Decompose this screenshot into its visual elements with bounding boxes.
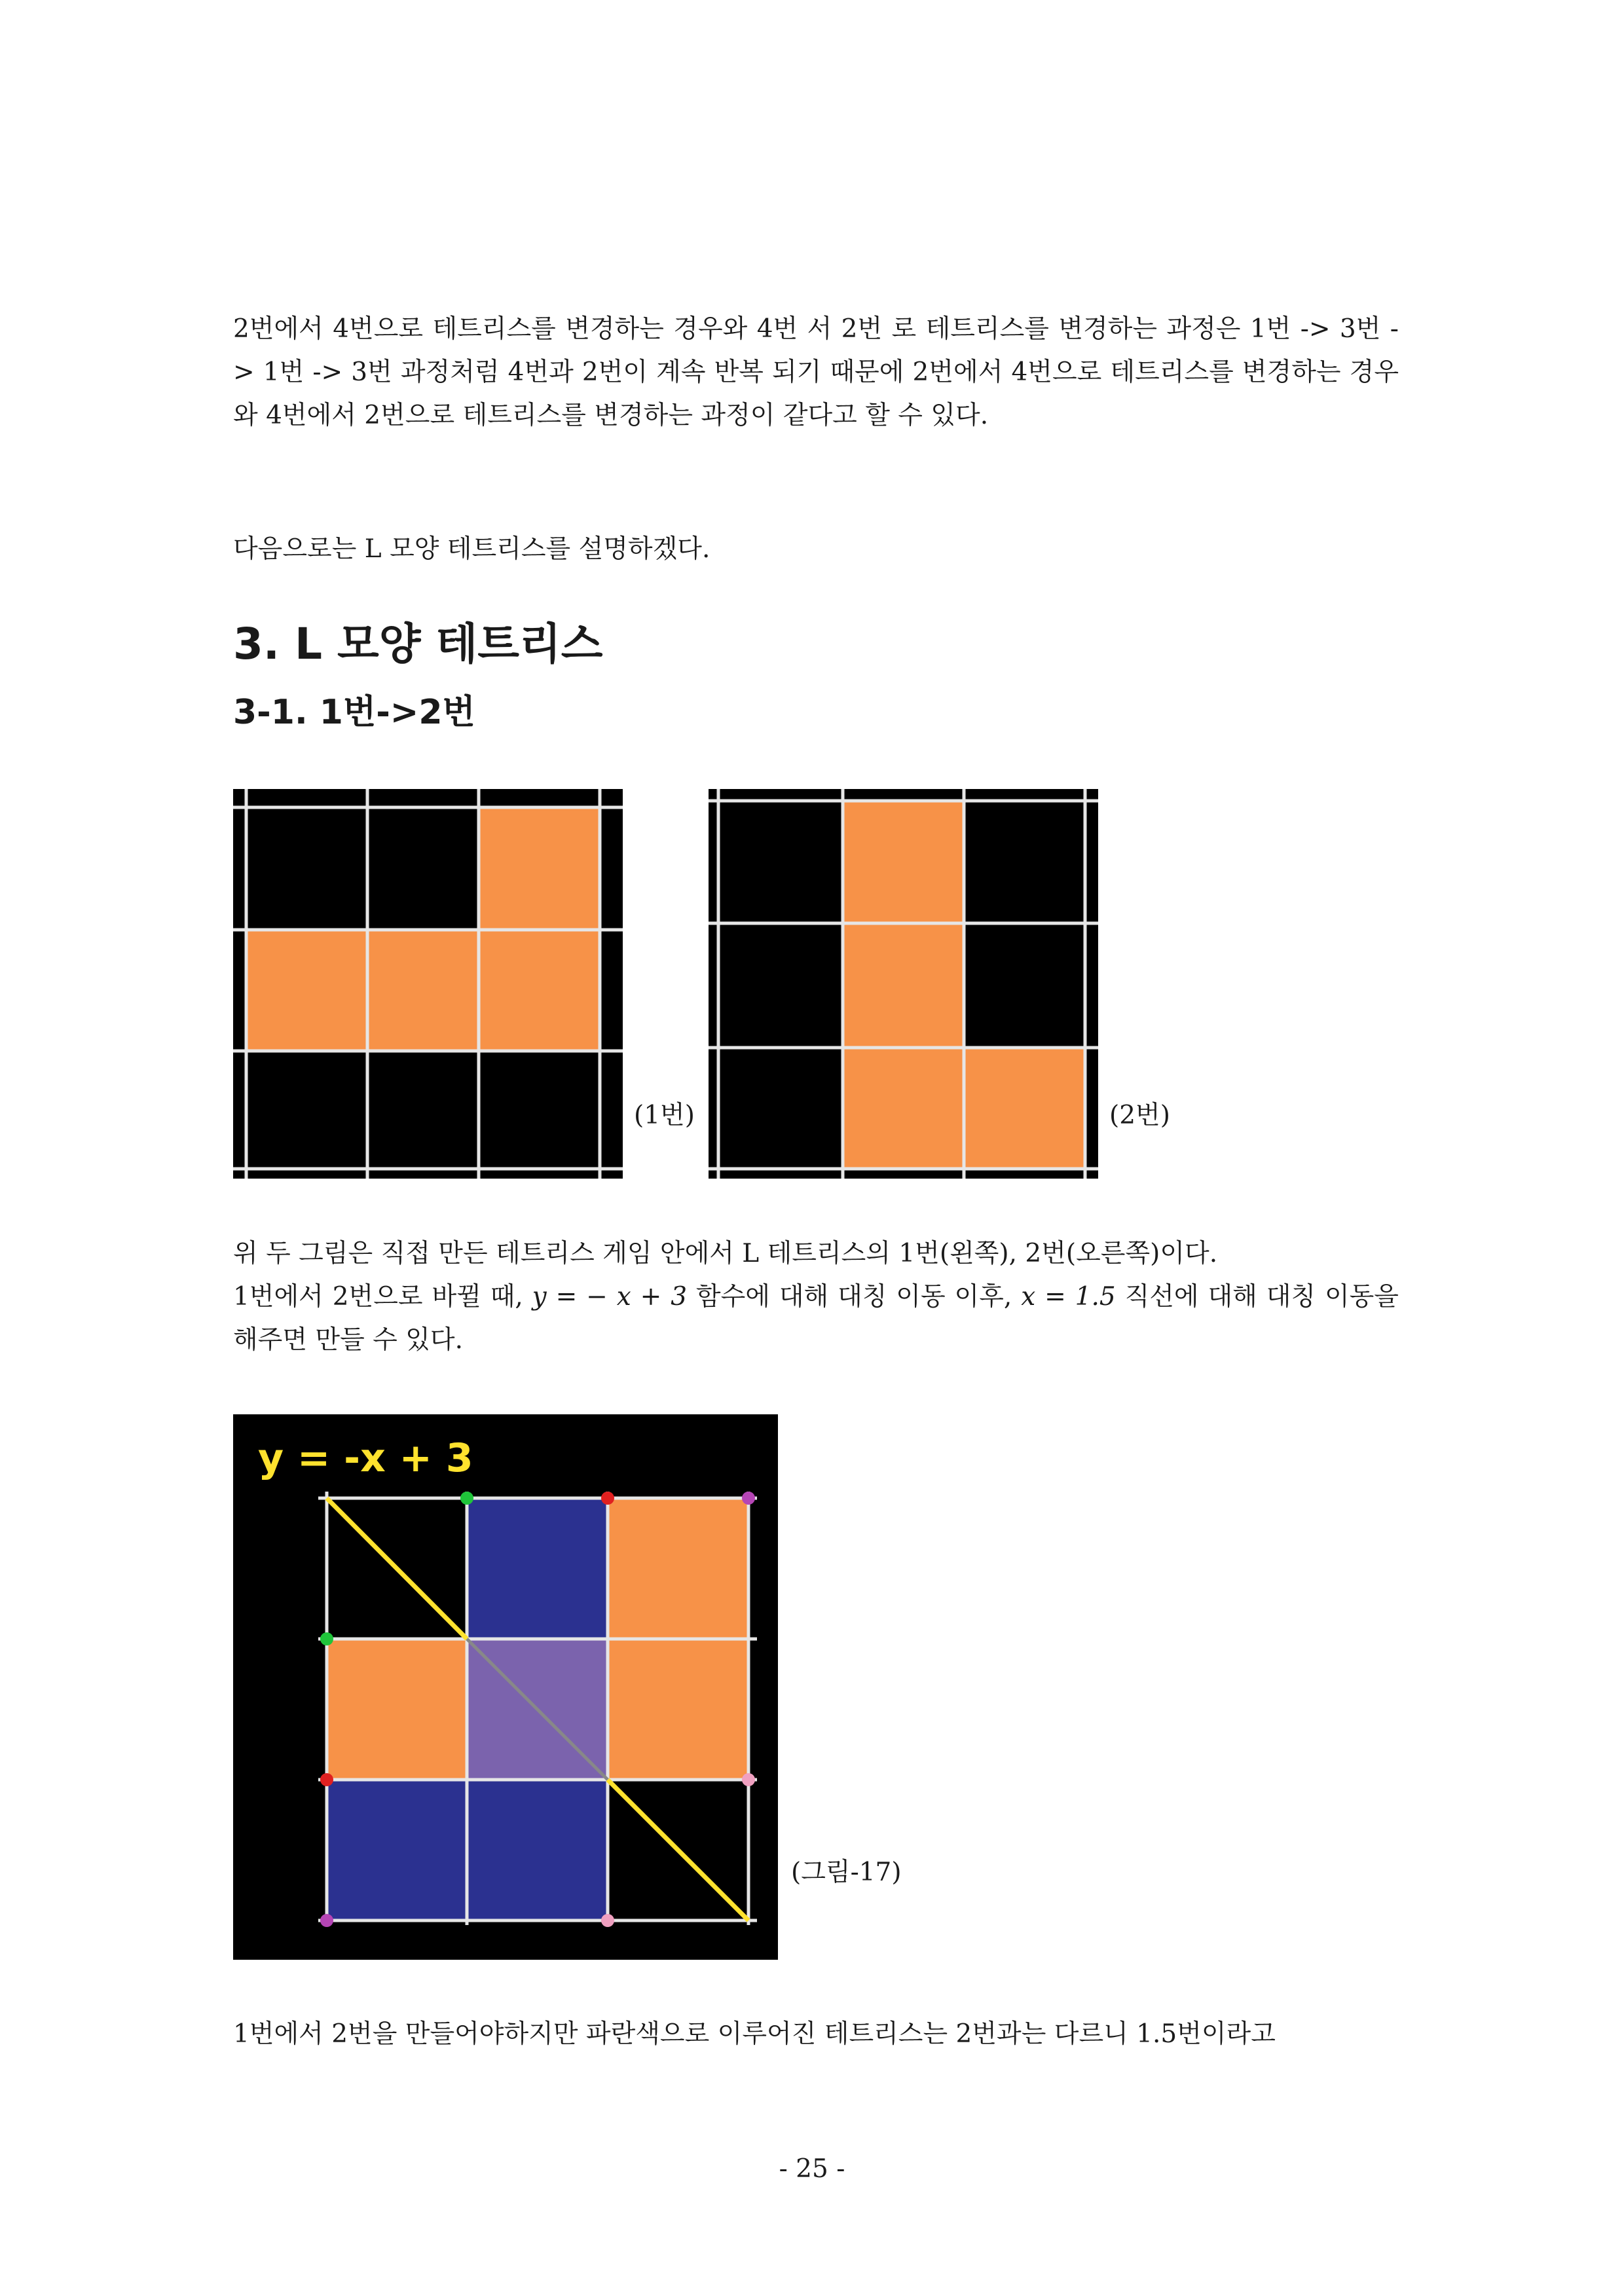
equation-vertical: x = 1.5	[1021, 1282, 1116, 1312]
caption-state-1: (1번)	[634, 1101, 695, 1130]
description-line-1: 위 두 그림은 직접 만든 테트리스 게임 안에서 L 테트리스의 1번(왼쪽), 2번(오른쪽)이다.	[233, 1239, 1218, 1268]
page-number: - 25 -	[779, 2154, 845, 2184]
section-heading: 3. L 모양 테트리스	[233, 619, 603, 669]
figure-state-2	[709, 789, 1098, 1179]
description-text-b: 함수에 대해 대칭 이동 이후,	[687, 1282, 1022, 1312]
figure-state-1	[233, 789, 623, 1179]
figure-17-label: y = -x + 3	[258, 1435, 473, 1481]
paragraph-conclusion: 1번에서 2번을 만들어야하지만 파란색으로 이루어진 테트리스는 2번과는 다르니 1.5번이라고	[233, 2019, 1276, 2049]
caption-state-2: (2번)	[1109, 1101, 1170, 1130]
subsection-heading: 3-1. 1번->2번	[233, 693, 475, 732]
equation-diagonal: y = − x + 3	[532, 1282, 688, 1312]
figure-17-reflection	[233, 1414, 778, 1960]
paragraph-intro: 2번에서 4번으로 테트리스를 변경하는 경우와 4번 서 2번 로 테트리스를 변경하는 과정은 1번 -> 3번 -> 1번 -> 3번 과정처럼 4번과 2번이 계속 반복 되기 때문에 2번에서 4번으로 테트리스를 변경하는 경우와 4번에서 2번으로 테트리스를 변경하는 과정이 같다고 할 수 있다.	[233, 314, 1399, 430]
caption-figure-17: (그림-17)	[791, 1858, 902, 1887]
paragraph-description	[233, 1232, 1399, 1362]
description-text-c: 직선에 대해 대칭 이동을 해주면 만들 수 있다.	[233, 1282, 1399, 1355]
paragraph-next: 다음으로는 L 모양 테트리스를 설명하겠다.	[233, 534, 710, 564]
description-text-a: 1번에서 2번으로 바뀔 때,	[233, 1282, 532, 1312]
